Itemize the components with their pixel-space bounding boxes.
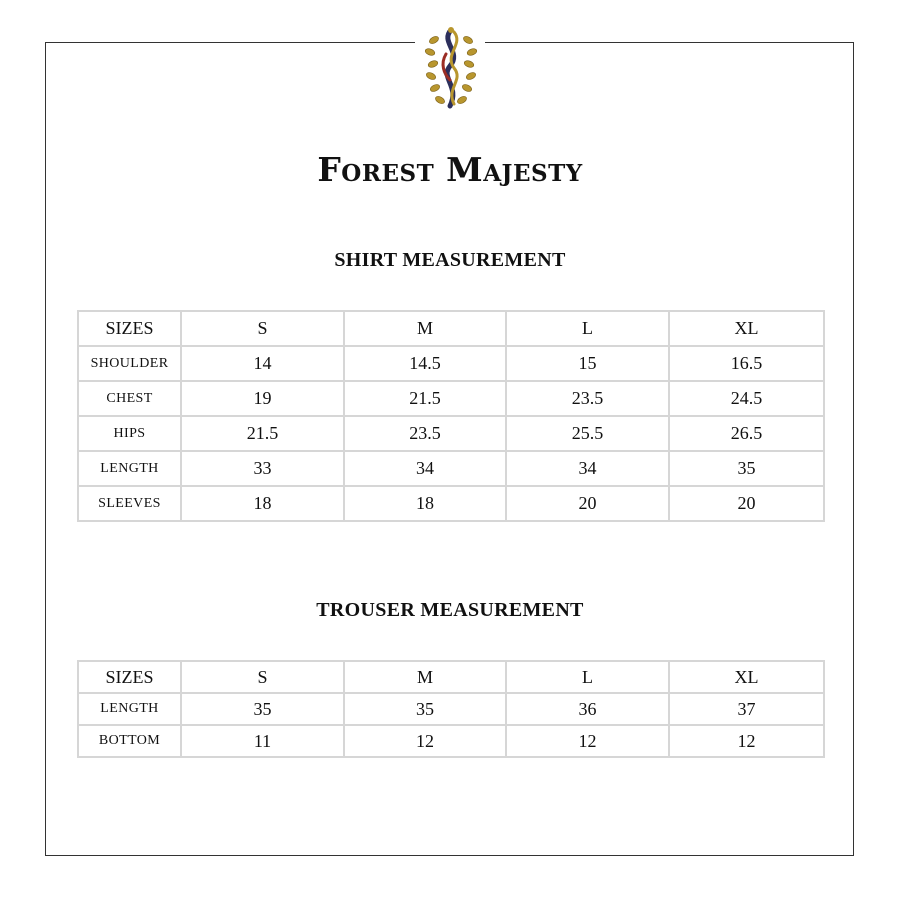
table-cell: 25.5	[506, 416, 669, 451]
row-label: HIPS	[78, 416, 181, 451]
table-cell: 33	[181, 451, 344, 486]
size-header: S	[181, 311, 344, 346]
table-cell: 35	[344, 693, 506, 725]
table-header-row	[78, 661, 824, 693]
table-cell: 11	[181, 725, 344, 757]
table-cell: 37	[669, 693, 824, 725]
table-cell: 12	[669, 725, 824, 757]
table-cell: 20	[669, 486, 824, 521]
table-cell: 35	[669, 451, 824, 486]
ornate-crest-logo-icon	[420, 24, 482, 112]
table-cell: 23.5	[344, 416, 506, 451]
size-header: M	[344, 311, 506, 346]
sizes-header: SIZES	[78, 661, 181, 693]
table-row	[78, 346, 824, 381]
table-cell: 18	[344, 486, 506, 521]
table-row	[78, 451, 824, 486]
table-header-row	[78, 311, 824, 346]
table-cell: 19	[181, 381, 344, 416]
table-cell: 34	[506, 451, 669, 486]
table-cell: 20	[506, 486, 669, 521]
size-header: XL	[669, 311, 824, 346]
table-cell: 26.5	[669, 416, 824, 451]
table-row	[78, 381, 824, 416]
table-row	[78, 416, 824, 451]
row-label: BOTTOM	[78, 725, 181, 757]
table-cell: 23.5	[506, 381, 669, 416]
table-cell: 35	[181, 693, 344, 725]
size-header: L	[506, 311, 669, 346]
size-header: XL	[669, 661, 824, 693]
trouser-measurement-table	[77, 660, 825, 758]
table-cell: 14.5	[344, 346, 506, 381]
trouser-section-title: TROUSER MEASUREMENT	[316, 599, 584, 621]
row-label: CHEST	[78, 381, 181, 416]
sizes-header: SIZES	[78, 311, 181, 346]
table-row	[78, 725, 824, 757]
size-header: L	[506, 661, 669, 693]
shirt-section-title: SHIRT MEASUREMENT	[334, 249, 566, 271]
table-cell: 21.5	[344, 381, 506, 416]
row-label: SHOULDER	[78, 346, 181, 381]
table-cell: 34	[344, 451, 506, 486]
size-header: M	[344, 661, 506, 693]
shirt-measurement-table	[77, 310, 825, 522]
table-cell: 36	[506, 693, 669, 725]
table-cell: 18	[181, 486, 344, 521]
row-label: SLEEVES	[78, 486, 181, 521]
table-cell: 24.5	[669, 381, 824, 416]
table-cell: 21.5	[181, 416, 344, 451]
brand-title: Forest Majesty	[317, 150, 583, 189]
table-cell: 12	[506, 725, 669, 757]
table-cell: 12	[344, 725, 506, 757]
size-header: S	[181, 661, 344, 693]
table-row	[78, 693, 824, 725]
row-label: LENGTH	[78, 451, 181, 486]
table-cell: 15	[506, 346, 669, 381]
table-row	[78, 486, 824, 521]
table-cell: 14	[181, 346, 344, 381]
row-label: LENGTH	[78, 693, 181, 725]
table-cell: 16.5	[669, 346, 824, 381]
